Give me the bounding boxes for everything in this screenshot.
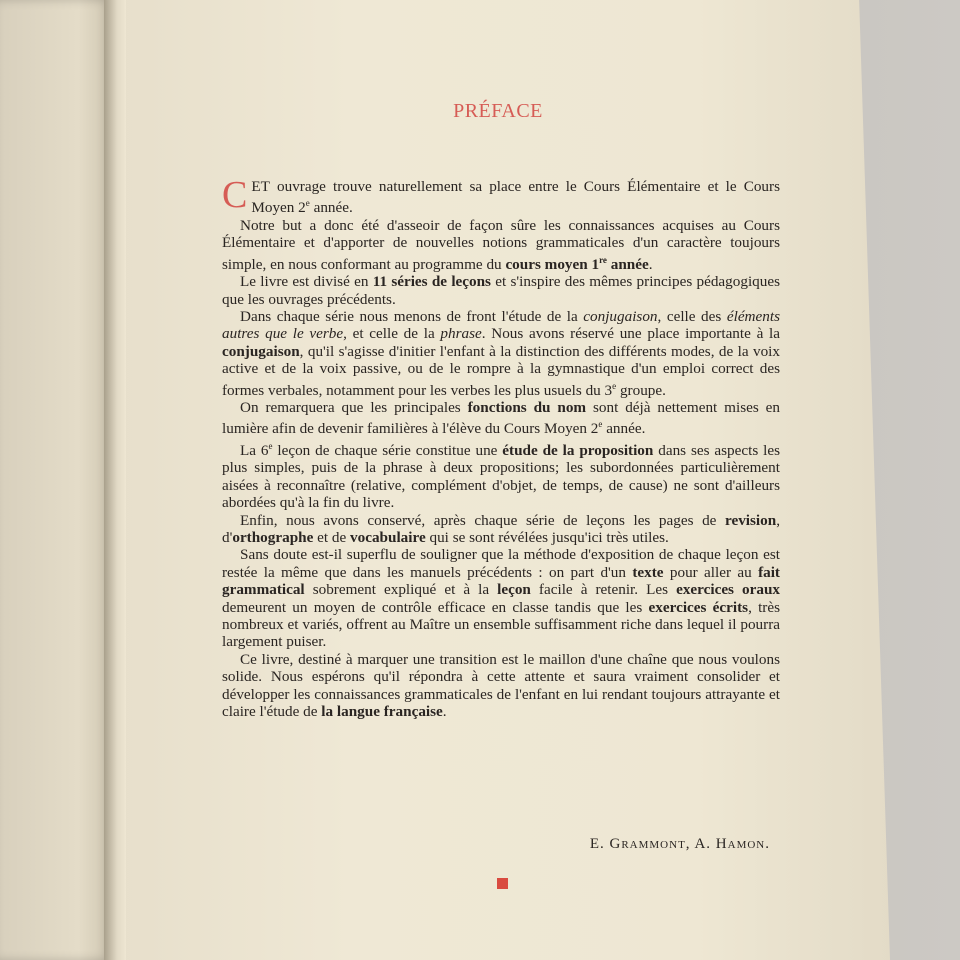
text-segment: conjugaison bbox=[222, 342, 300, 360]
text-segment: sobrement expliqué et à la bbox=[304, 581, 498, 599]
text-segment: e bbox=[612, 380, 617, 391]
text-segment: revision bbox=[725, 511, 777, 529]
text-segment: Notre but a donc été d'asseoir de façon sûre les connaissances acquises au Cours Élémentaire et d'apporter de nouvelles notions grammaticales d'un caractère toujours simple, en nous conformant au programme du bbox=[222, 216, 780, 273]
text-segment: e bbox=[598, 419, 603, 430]
paragraph bbox=[222, 546, 780, 650]
text-segment: pour aller au bbox=[663, 563, 759, 581]
text-segment: éléments autres que le verbe bbox=[222, 307, 780, 343]
text-segment: . bbox=[648, 255, 653, 273]
text-segment: année bbox=[606, 255, 649, 273]
paragraph bbox=[222, 217, 780, 273]
text-segment: , très nombreux et variés, offrent au Maître un ensemble suffisamment riche dans lequel il pourra largement puiser. bbox=[222, 598, 781, 651]
text-segment: année. bbox=[309, 199, 353, 217]
paragraph bbox=[222, 308, 780, 399]
text-segment: sont déjà nettement mises en lumière afin de devenir familières à l'élève du Cours Moyen 2 bbox=[222, 399, 780, 438]
text-segment: dans ses aspects les plus simples, puis de la phrase à deux propositions; les subordonnées particulièrement aisées à reconnaître (relative, complément d'objet, de temps, de cause) ne sont d'ailleurs abordées qu'à la fin du livre. bbox=[222, 442, 780, 512]
text-segment: exercices écrits bbox=[648, 598, 749, 616]
text-segment: exercices oraux bbox=[676, 581, 780, 599]
text-segment: 11 séries de leçons bbox=[372, 273, 491, 291]
drop-cap: C bbox=[222, 174, 248, 216]
text-segment: e bbox=[305, 198, 310, 209]
page-title: PRÉFACE bbox=[453, 100, 543, 122]
text-segment: leçon bbox=[497, 581, 531, 599]
text-segment: fait grammatical bbox=[222, 563, 780, 599]
text-segment: groupe. bbox=[616, 381, 666, 399]
text-segment: vocabulaire bbox=[350, 529, 426, 547]
text-segment: , d' bbox=[222, 511, 780, 547]
text-segment: ET bbox=[251, 178, 270, 195]
text-segment: . Nous avons réservé une place importante à la bbox=[481, 325, 780, 343]
text-segment: Enfin, nous avons conservé, après chaque série de leçons les pages de bbox=[240, 511, 725, 529]
text-segment: . bbox=[442, 703, 447, 721]
text-segment: leçon de chaque série constitue une bbox=[272, 442, 503, 459]
text-segment: et s'inspire des mêmes principes pédagogiques que les ouvrages précédents. bbox=[222, 273, 781, 308]
text-segment: re bbox=[599, 254, 607, 265]
text-segment: et de bbox=[313, 529, 351, 547]
preface-body bbox=[222, 174, 781, 721]
text-segment: La 6 bbox=[240, 442, 269, 459]
paragraph bbox=[222, 651, 780, 721]
paragraph bbox=[222, 273, 780, 308]
text-segment: Sans doute est-il superflu de souligner que la méthode d'exposition de chaque leçon est restée la même que dans les manuels précédents : on part d'un bbox=[222, 546, 780, 581]
paragraph bbox=[222, 512, 780, 547]
text-segment: demeurent un moyen de contrôle efficace en classe tandis que les bbox=[222, 598, 649, 616]
signature: E. Grammont, A. Hamon. bbox=[589, 836, 770, 852]
text-segment: année. bbox=[602, 420, 646, 438]
text-segment: la langue française bbox=[321, 703, 443, 721]
text-segment: fonctions du nom bbox=[467, 399, 587, 417]
text-segment: conjugaison bbox=[583, 307, 658, 325]
red-square-ornament bbox=[497, 878, 508, 889]
text-segment: phrase bbox=[440, 325, 482, 343]
paragraph bbox=[222, 174, 780, 217]
text-segment: , qu'il s'agisse d'initier l'enfant à la distinction des différents modes, de la voix active et de la voix passive, ou de le rompre à la gymnastique d'un emploi correct des formes verbales, notamment pour les verbes les plus usuels du 3 bbox=[222, 342, 780, 399]
text-segment: qui se sont révélées jusqu'ici très utiles. bbox=[425, 529, 669, 547]
text-segment: facile à retenir. Les bbox=[530, 581, 677, 599]
text-segment: e bbox=[268, 440, 273, 451]
text-segment: étude de la proposition bbox=[502, 442, 654, 459]
paragraph bbox=[222, 399, 780, 438]
text-segment: Ce livre, destiné à marquer une transition est le maillon d'une chaîne que nous voulons solide. Nous espérons qu'il répondra à cette attente et saura vraiment consolider et développer les connaissances grammaticales de l'enfant en lui rendant toujours attrayante et claire l'étude de bbox=[222, 650, 780, 721]
paragraph bbox=[222, 438, 780, 512]
text-segment: , celle des bbox=[657, 307, 727, 325]
text-segment: ouvrage trouve naturellement sa place entre le Cours Élémentaire et le Cours Moyen 2 bbox=[251, 178, 780, 217]
text-segment: Le livre est divisé en bbox=[240, 273, 373, 291]
text-segment: , et celle de la bbox=[343, 325, 441, 343]
text-segment: orthographe bbox=[232, 529, 314, 547]
book-gutter bbox=[104, 0, 126, 960]
text-segment: cours moyen 1 bbox=[505, 255, 600, 273]
text-segment: Dans chaque série nous menons de front l'étude de la bbox=[240, 307, 584, 325]
left-page-edge bbox=[0, 0, 112, 960]
text-segment: On remarquera que les principales bbox=[240, 399, 468, 417]
text-segment: texte bbox=[632, 563, 664, 581]
